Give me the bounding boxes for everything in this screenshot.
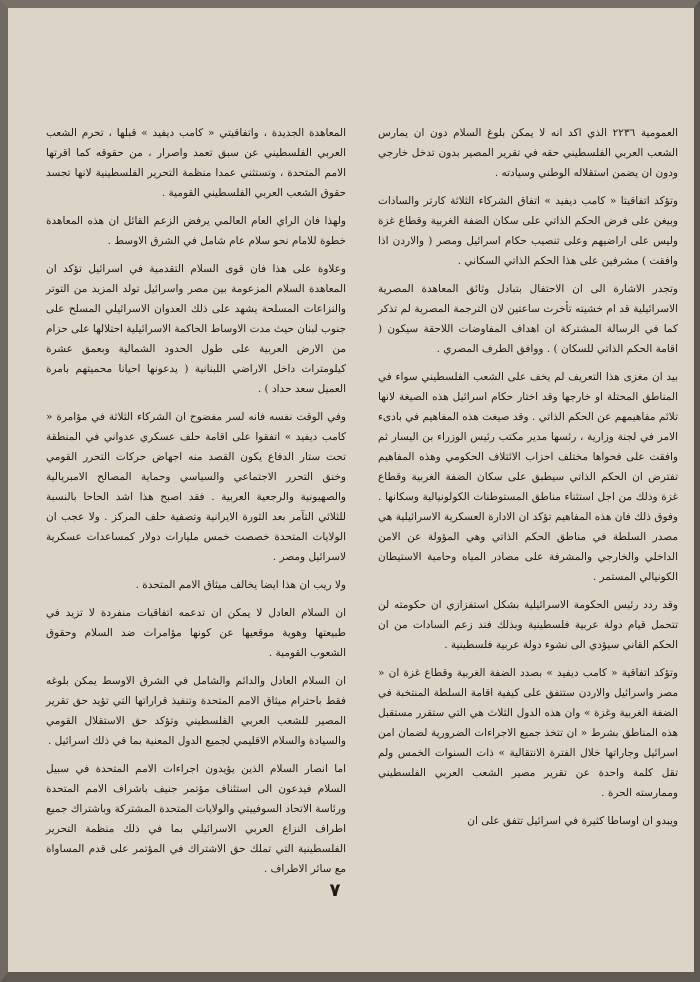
- paragraph: ولا ريب ان هذا ايضا يخالف ميثاق الامم المتحدة .: [135, 579, 346, 591]
- page-number: ٧: [329, 880, 341, 901]
- paragraph: المعاهدة الجديدة ، واتفاقيتي « كامب ديفيد » قبلها ، تحرم الشعب العربي الفلسطيني عن سبق تعمد واصرار ، من حقوقه كما اقرتها الامم المتحدة ، وتستثني عمدا منظمة التحرير الفلسطينية لانها تجسد حقوق الشعب العربي الفلسطيني القومية .: [46, 127, 346, 199]
- right-text-column: [378, 123, 678, 839]
- paragraph: وقد ردد رئيس الحكومة الاسرائيلية بشكل استفزازي ان حكومته لن تتحمل قيام دولة عربية فلسطينية وبذلك فند زعم السادات من ان الحكم القاني سيؤدي الى نشوء دولة عربية فلسطينية .: [378, 599, 678, 651]
- paragraph: ان السلام العادل لا يمكن ان تدعمه اتفاقيات منفردة لا تزيد في طبيعتها وهوية موقعيها عن كونها مؤامرات ضد السلام وحقوق الشعوب القومية .: [46, 607, 346, 659]
- paragraph: ويبدو ان اوساطا كثيرة في اسرائيل تتفق على ان: [467, 815, 678, 827]
- paragraph: وتجدر الاشارة الى ان الاحتفال بتبادل وثائق المعاهدة المصرية الاسرائيلية قد ام خشيته تأخرت ساعتين لان الترجمة المصرية لم تذكر كما في الرسالة المشتركة ان اهداف المفاوضات اللاحقة سيكون ( اقامة الحكم الذاتي للسكان ) . ووافق الطرف المصري .: [378, 283, 678, 355]
- paragraph: ولهذا فان الراي العام العالمي يرفض الزعم القائل ان هذه المعاهدة خطوة للامام نحو سلام عام شامل في الشرق الاوسط .: [46, 215, 346, 247]
- paragraph: بيد ان مغزى هذا التعريف لم يخف على الشعب الفلسطيني سواء في المناطق المحتلة او خارجها وقد اختار حكام اسرائيل هذه الصيغة لانها تلائم مفاهيمهم عن الحكم الذاتي . وقد صيغت هذه المفاهيم في بادىء الامر في لجنة وزارية ، رئسها مدير مكتب رئيس الوزراء بن اليسار ثم وافقت على فحواها مختلف احزاب الائتلاف الحكومي وهذه المفاهيم تفترض ان الحكم الذاتي سيطبق على سكان الضفة الغربية وقطاع غزة وذلك من اجل استثناء مناطق المستوطنات الكولونيالية وسكانها . وفوق ذلك فان هذه المفاهيم تؤكد ان الادارة العسكرية الاسرائيلية هي مصدر السلطة في مناطق الحكم الذاتي وهي المؤولة عن الامن الداخلي والخارجي والمشرفة على مصادر المياه وحامية الاستيطان الكونيالي المستمر .: [378, 371, 678, 583]
- paragraph: وعلاوة على هذا فان قوى السلام التقدمية في اسرائيل تؤكد ان المعاهدة السلام المزعومة بين مصر واسرائيل تولد المزيد من التوتر والنزاعات المسلحة يشهد على ذلك العدوان الاسرائيلي المسلح على جنوب لبنان حيث مدت الاوساط الحاكمة الاسرائيلية احتلالها على حزام من الارض العربية على طول الحدود الشمالية وبعمق عشرة كيلومترات داخل الاراضي اللبنانية ( يدعونها احيانا محميتهم بامرة العميل سعد حداد ) .: [46, 263, 346, 395]
- paragraph: العمومية ٢٢٣٦ الذي اكد انه لا يمكن بلوغ السلام دون ان يمارس الشعب العربي الفلسطيني حقه في تقرير المصير بدون تدخل خارجي ودون ان يضمن استقلاله الوطني وسيادته .: [378, 127, 678, 179]
- paragraph: اما انصار السلام الذين يؤيدون اجراءات الامم المتحدة في سبيل السلام فيدعون الى استئناف مؤتمر جنيف باشراف الامم المتحدة ورئاسة الاتحاد السوفييتي والولايات المتحدة المشتركة وباشتراك جميع اطراف النزاع العربي الاسرائيلي بما في ذلك منظمة التحرير الفلسطينية التي تملك حق الاشتراك في المؤتمر على قدم المساواة مع سائر الاطراف .: [46, 763, 346, 875]
- paragraph: وفي الوقت نفسه فانه لسر مفضوح ان الشركاء الثلاثة في مؤامرة « كامب ديفيد » اتفقوا على اقامة حلف عسكري عدواني في المنطقة تحت ستار الدفاع يكون القصد منه اجهاض حركات التحرر القومي وخنق التحرر الاجتماعي والسياسي وحماية المصالح الامبريالية والصهيونية والرجعية العربية . فقد اصبح هذا اشد الحاحا بالنسبة للثلاثي التآمر بعد الثورة الايرانية وتصفية حلف المركز . ولا عجب ان الولايات المتحدة خصصت خمس مليارات دولار كمساعدات عسكرية لاسرائيل ومصر .: [46, 411, 346, 563]
- paragraph: وتؤكد اتفاقية « كامب ديفيد » بصدد الضفة الغربية وقطاع غزة ان « مصر واسرائيل والاردن ستتفق على كيفية اقامة السلطة المنتخبة في الضفة الغربية وغزة » وان هذه الدول الثلاث هي التي ستقرر مستقبل هذه المناطق بشرط « ان تتخذ جميع الاجراءات الضرورية لضمان امن اسرائيل وجاراتها خلال الفترة الانتقالية » ذات السنوات الخمس ولم تقل كلمة واحدة عن تقرير مصير الشعب العربي الفلسطيني وممارسته الحرة .: [378, 667, 678, 799]
- paragraph: ان السلام العادل والدائم والشامل في الشرق الاوسط يمكن بلوغه فقط باحترام ميثاق الامم المتحدة وتنفيذ قراراتها التي تؤيد حق تقرير المصير للشعب العربي الفلسطيني وتؤكد حق الاستقلال القومي والسيادة والسلام الاقليمي لجميع الدول المعنية بما في ذلك اسرائيل .: [46, 675, 346, 747]
- paragraph: وتؤكد اتفاقيتا « كامب ديفيد » اتفاق الشركاء الثلاثة كارتر والسادات وبيغن على فرض الحكم الذاتي على سكان الضفة الغربية وقطاع غزة وليس على اراضيهم وعلى تنصيب حكام اسرائيل ومصر ( والاردن اذا وافقت ) مشرفين على هذا الحكم الذاتي السكاني .: [378, 195, 678, 267]
- left-text-column: [46, 123, 346, 887]
